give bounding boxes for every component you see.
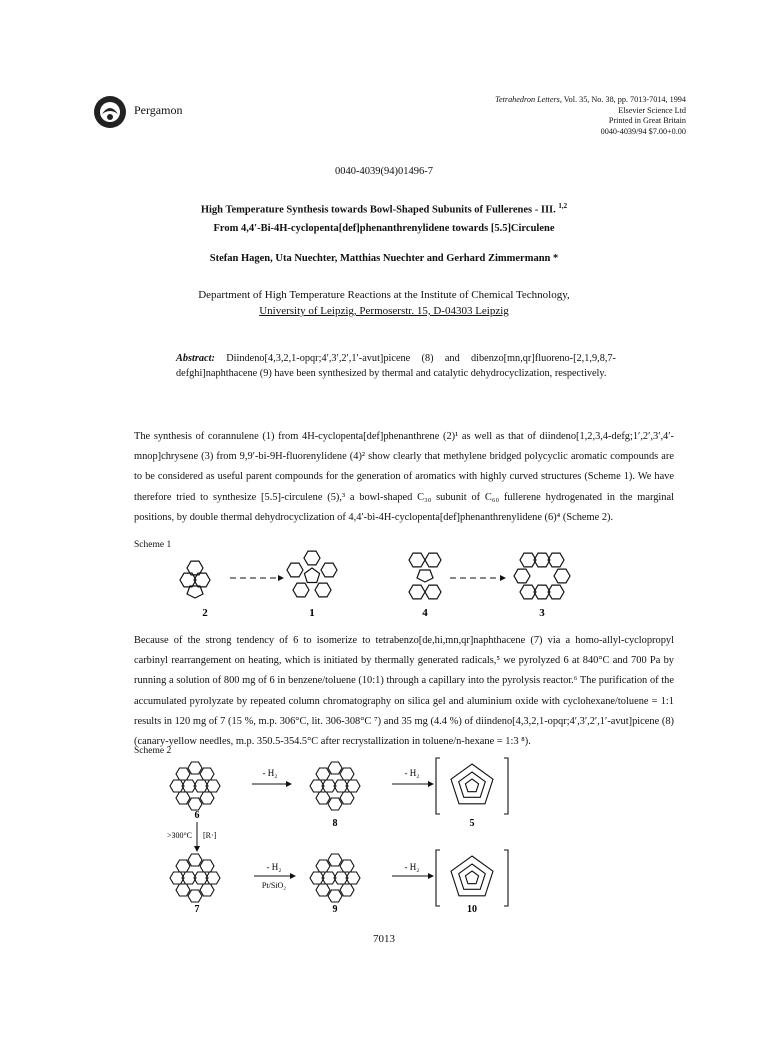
publisher-logo <box>92 94 128 130</box>
radical-condition: [R·] <box>203 831 217 840</box>
author-list: Stefan Hagen, Uta Nuechter, Matthias Nuechter and Gerhard Zimmermann * <box>209 253 559 264</box>
page-number: 7013 <box>373 933 395 945</box>
title-line-1: High Temperature Synthesis towards Bowl-Shaped Subunits of Fullerenes - III. <box>200 204 556 216</box>
structure-9 <box>310 854 360 902</box>
paragraph-text: The synthesis of corannulene (1) from 4H-cyclopenta[def]phenanthrene (2)¹ as well as that of diindeno[1,2,3,4-defg;1′,2′,3′,4′-mnop]chrysene (3) from 9,9′-bi-9H-fluorenylidene (4)² show clearly that methylene bridged polycyclic aromatic compounds are to be considered as useful parent compounds for the generation of aromatics with highly curved structures (Scheme 1). We have therefore tried to synthesize [5.5]-circulene (5),³ a bowl-shaped C₃₀ subunit of C₆₀ fullerene hydrogenated in the marginal positions, by double thermal dehydrocyclization of 4,4′-bi-4H-cyclopenta[def]phenanthrenylidene (6)⁴ (Scheme 2). <box>134 431 674 523</box>
paper-title <box>90 197 678 238</box>
citation-volume: , Vol. 35, No. 38, pp. 7013-7014, 1994 <box>559 95 686 104</box>
structure-3 <box>514 553 570 599</box>
compound-label: 8 <box>332 818 338 829</box>
title-line-2: From 4,4′-Bi-4H-cyclopenta[def]phenanthrenylidene towards [5.5]Circulene <box>213 222 555 234</box>
copyright-line: Elsevier Science Ltd <box>618 105 686 115</box>
scheme-1-label: Scheme 1 <box>134 540 172 550</box>
scheme-2-label: Scheme 2 <box>134 746 172 756</box>
price-line: 0040-4039/94 $7.00+0.00 <box>600 126 686 136</box>
printed-line: Printed in Great Britain <box>608 116 686 125</box>
scheme-2-figure <box>166 756 590 916</box>
structure-7 <box>170 854 220 902</box>
paragraph-text: Because of the strong tendency of 6 to isomerize to tetrabenzo[de,hi,mn,qr]naphthacene (7) via a homo-allyl-cyclopropyl carbinyl rearrangement on heating, which is initiated by thermally generated radicals,⁵ we pyrolyzed 6 at 840°C and 700 Pa by running a solution of 800 mg of 6 in benzene/toluene (10:1) through a capillary into the pyrolysis reactor.⁶ The purification of the accumulated pyrolyzate by repeated column chromatography on silica gel and aluminium oxide with cyclohexane/toluene = 1:1 results in 120 mg of 7 (15 %, m.p. 306°C, lit. 306-308°C ⁷) and 35 mg (4.4 %) of diindeno[4,3,2,1-opqr;4′,3′,2′,1′-avut]picene (8) (canary-yellow needles, m.p. 350.5-354.5°C after recrystallization in toluene/n-hexane = 1:3 ⁸). <box>134 635 674 748</box>
scheme-1-figure <box>160 548 600 620</box>
h2-loss-label: - H₂ <box>266 862 282 872</box>
compound-label: 7 <box>194 904 200 915</box>
publisher-name: Pergamon <box>134 103 183 117</box>
abstract-label: Abstract: <box>176 353 215 364</box>
h2-loss-label: - H₂ <box>404 862 420 872</box>
abstract <box>176 351 616 381</box>
compound-label: 2 <box>202 607 208 619</box>
h2-loss-label: - H₂ <box>404 768 420 778</box>
affiliation-line-1: Department of High Temperature Reactions at the Institute of Chemical Technology, <box>198 289 570 301</box>
title-footnote-ref: 1,2 <box>558 202 568 210</box>
compound-label: 3 <box>539 607 545 619</box>
structure-4 <box>409 553 441 599</box>
compound-label: 10 <box>467 904 477 915</box>
citation-block <box>386 95 686 137</box>
catalyst-label: Pt/SiO₂ <box>261 881 287 890</box>
affiliation <box>90 287 678 319</box>
body-paragraph-1 <box>134 427 674 528</box>
compound-label: 9 <box>332 904 338 915</box>
compound-label: 4 <box>422 607 428 619</box>
body-paragraph-2 <box>134 631 674 752</box>
h2-loss-label: - H₂ <box>262 768 278 778</box>
affiliation-line-2: University of Leipzig, Permoserstr. 15, D-04303 Leipzig <box>259 305 509 317</box>
compound-label: 6 <box>194 810 200 821</box>
journal-name: Tetrahedron Letters <box>495 95 560 104</box>
structure-6 <box>170 762 220 810</box>
compound-label: 5 <box>469 818 475 829</box>
structure-5 <box>436 758 508 814</box>
temperature-condition: >300°C <box>166 831 192 840</box>
structure-10 <box>436 850 508 906</box>
compound-label: 1 <box>309 607 315 619</box>
article-doi: 0040-4039(94)01496-7 <box>335 166 433 177</box>
structure-1 <box>287 551 337 597</box>
structure-8 <box>310 762 360 810</box>
structure-2 <box>180 561 210 598</box>
abstract-text: Diindeno[4,3,2,1-opqr;4′,3′,2′,1′-avut]picene (8) and dibenzo[mn,qr]fluoreno-[2,1,9,8,7-defghi]naphthacene (9) have been synthesized by thermal and catalytic dehydrocyclization, respectively. <box>176 353 616 379</box>
